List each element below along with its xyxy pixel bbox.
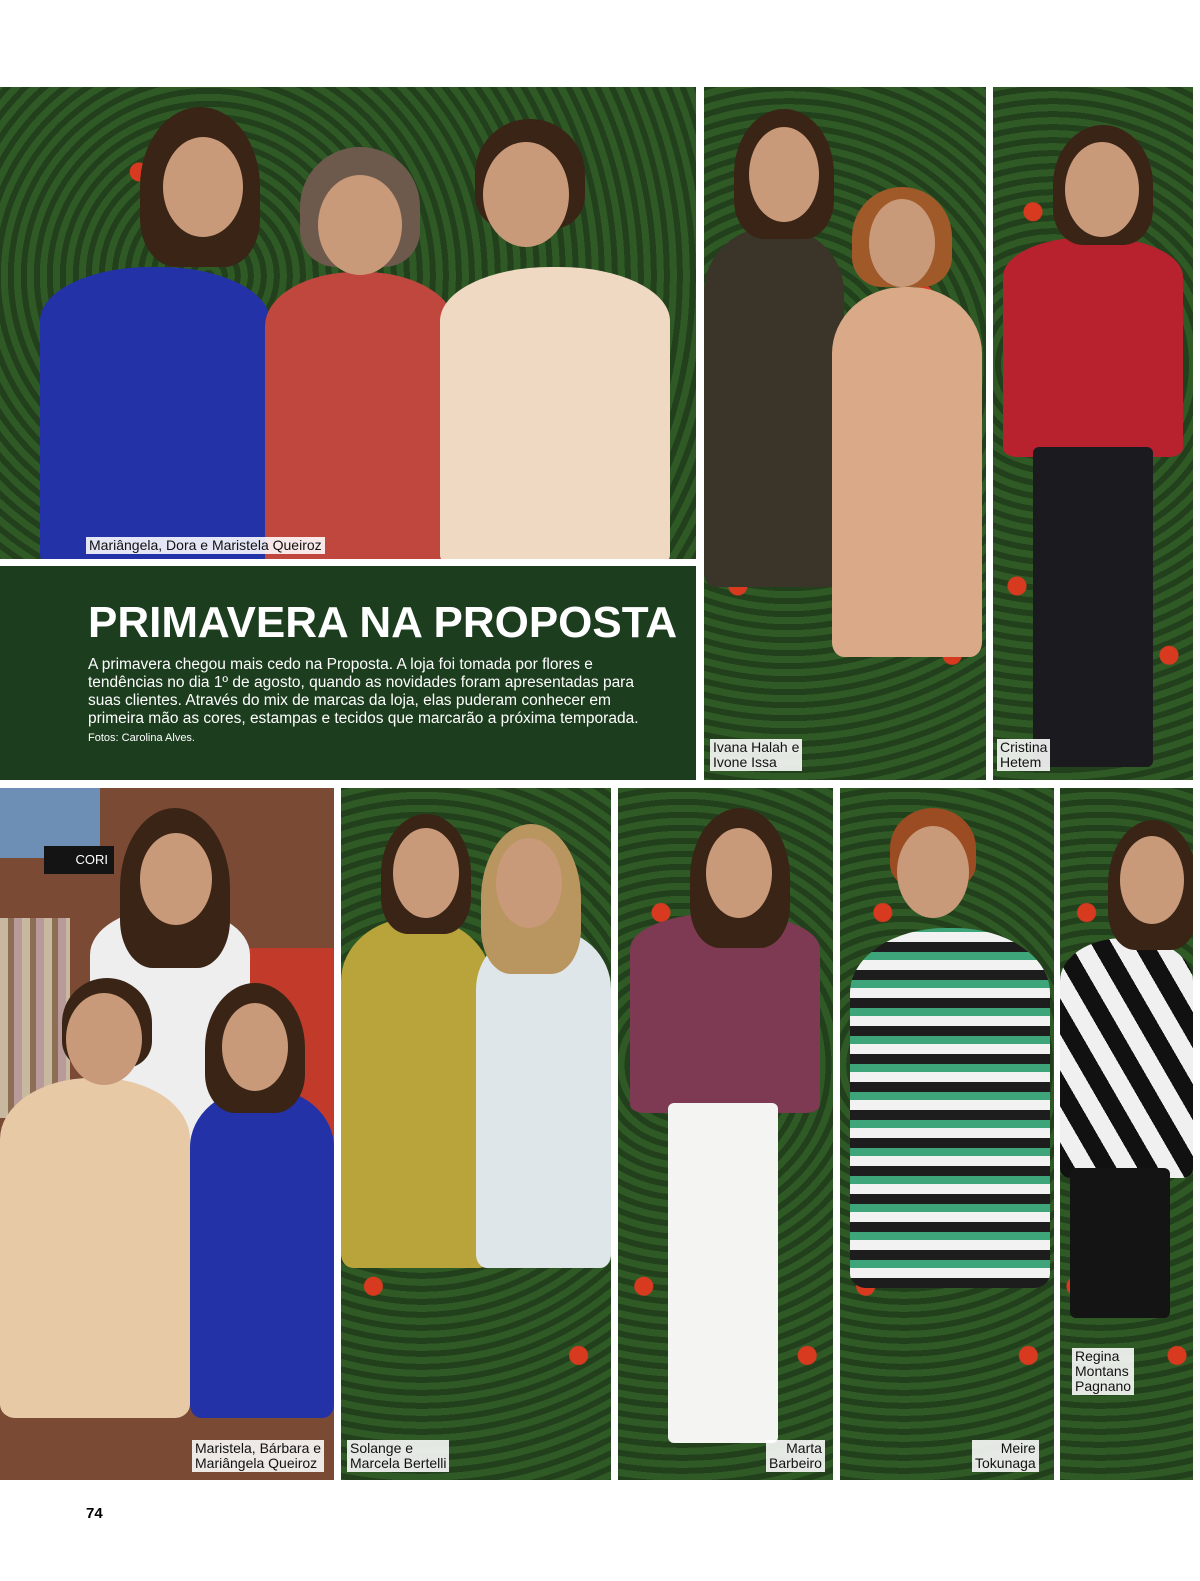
figure-red-jacket [265, 272, 455, 559]
figure-print-blouse [1003, 237, 1183, 457]
figure-face [496, 838, 562, 928]
figure-face [1065, 142, 1139, 237]
photo-caption: Regina Montans Pagnano [1072, 1348, 1134, 1395]
figure-face [140, 833, 212, 925]
figure-blue-blouse [190, 1088, 334, 1418]
photo-credit: Fotos: Carolina Alves. [88, 732, 195, 744]
article-body [88, 656, 648, 747]
photo-caption: Ivana Halah e Ivone Issa [710, 739, 802, 771]
figure-striped-top [1060, 938, 1193, 1178]
figure-face [483, 142, 569, 247]
figure-striped-top [0, 1078, 190, 1418]
figure-white-pants [668, 1103, 778, 1443]
figure-face [66, 993, 142, 1085]
photo-caption: Cristina Hetem [997, 739, 1050, 771]
figure-face [869, 199, 935, 287]
photo-regina [1060, 788, 1193, 1480]
photo-solange-marcela [341, 788, 611, 1480]
figure-floral-dress [832, 287, 982, 657]
figure-black-pants [1070, 1168, 1170, 1318]
figure-black-pants [1033, 447, 1153, 767]
figure-face [897, 826, 969, 918]
figure-face [706, 828, 772, 918]
figure-white-dress [476, 928, 611, 1268]
photo-meire [840, 788, 1054, 1480]
figure-face [163, 137, 243, 237]
photo-caption: Marta Barbeiro [766, 1440, 825, 1472]
photo-caption: Mariângela, Dora e Maristela Queiroz [86, 537, 325, 554]
figure-face [1120, 836, 1184, 924]
photo-caption: Solange e Marcela Bertelli [347, 1440, 449, 1472]
photo-ivana-ivone [704, 87, 986, 780]
figure-patterned-dress [704, 227, 844, 587]
figure-floral-dress [341, 918, 491, 1268]
photo-cristina [993, 87, 1193, 780]
photo-caption: Meire Tokunaga [972, 1440, 1039, 1472]
figure-geometric-dress [850, 928, 1050, 1288]
store-sign: CORI [44, 846, 114, 874]
figure-face [393, 828, 459, 918]
figure-face [749, 127, 819, 222]
photo-caption: Maristela, Bárbara e Mariângela Queiroz [192, 1440, 324, 1472]
photo-marta [618, 788, 833, 1480]
figure-face [318, 175, 402, 275]
article-body-text: A primavera chegou mais cedo na Proposta. A loja foi tomada por flores e tendências no dia 1º de agosto, quando as novidades foram apresentadas para suas clientes. Através do mix de marcas da loja, elas puderam conhecer em primeira mão as cores, estampas e tecidos que marcarão a próxima temporada. [88, 656, 639, 727]
photo-mariangela-dora-maristela [0, 87, 696, 559]
photo-maristela-barbara-mariangela [0, 788, 334, 1480]
figure-face [222, 1003, 288, 1091]
page-number: 74 [86, 1505, 103, 1522]
article-title: PRIMAVERA NA PROPOSTA [88, 598, 678, 647]
figure-cream-blouse [440, 267, 670, 559]
figure-blue-blouse [40, 267, 270, 559]
